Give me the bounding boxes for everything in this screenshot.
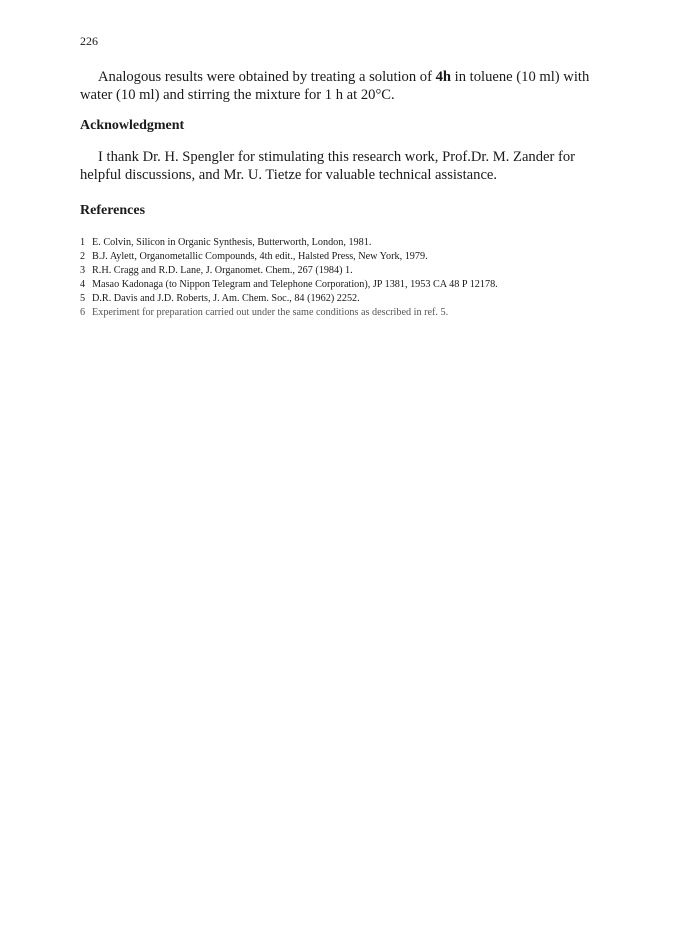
reference-number: 3: [80, 265, 86, 276]
reference-number: 4: [80, 279, 86, 290]
reference-number: 5: [80, 293, 86, 304]
reference-text: D.R. Davis and J.D. Roberts, J. Am. Chem. Soc., 84 (1962) 2252.: [92, 293, 360, 304]
reference-item: [80, 264, 610, 278]
references-list: [80, 236, 610, 320]
experimental-paragraph: [80, 68, 610, 104]
reference-item: [80, 250, 610, 264]
reference-number: 1: [80, 237, 86, 248]
reference-text: Experiment for preparation carried out under the same conditions as described in ref. 5.: [92, 307, 449, 318]
paragraph-text-before: Analogous results were obtained by treating a solution of: [98, 69, 436, 85]
reference-item: [80, 236, 610, 250]
acknowledgment-paragraph: I thank Dr. H. Spengler for stimulating this research work, Prof.Dr. M. Zander for helpful discussions, and Mr. U. Tietze for valuable technical assistance.: [80, 149, 576, 183]
paragraph-text-after: in toluene (10 ml) with water (10 ml) and stirring the mixture for 1 h at 20°C.: [80, 69, 590, 103]
reference-text: B.J. Aylett, Organometallic Compounds, 4th edit., Halsted Press, New York, 1979.: [92, 251, 428, 262]
reference-text: E. Colvin, Silicon in Organic Synthesis, Butterworth, London, 1981.: [92, 237, 372, 248]
reference-item: [80, 306, 610, 320]
compound-label: 4h: [435, 69, 452, 85]
page-number: 226: [80, 34, 98, 48]
reference-number: 2: [80, 251, 86, 262]
reference-item: [80, 278, 610, 292]
references-heading: References: [80, 203, 146, 218]
reference-text: R.H. Cragg and R.D. Lane, J. Organomet. Chem., 267 (1984) 1.: [92, 265, 353, 276]
reference-number: 6: [80, 307, 86, 318]
reference-item: [80, 292, 610, 306]
reference-text: Masao Kadonaga (to Nippon Telegram and Telephone Corporation), JP 1381, 1953 CA 48 P 12178.: [92, 279, 498, 290]
acknowledgment-heading: Acknowledgment: [80, 118, 185, 133]
